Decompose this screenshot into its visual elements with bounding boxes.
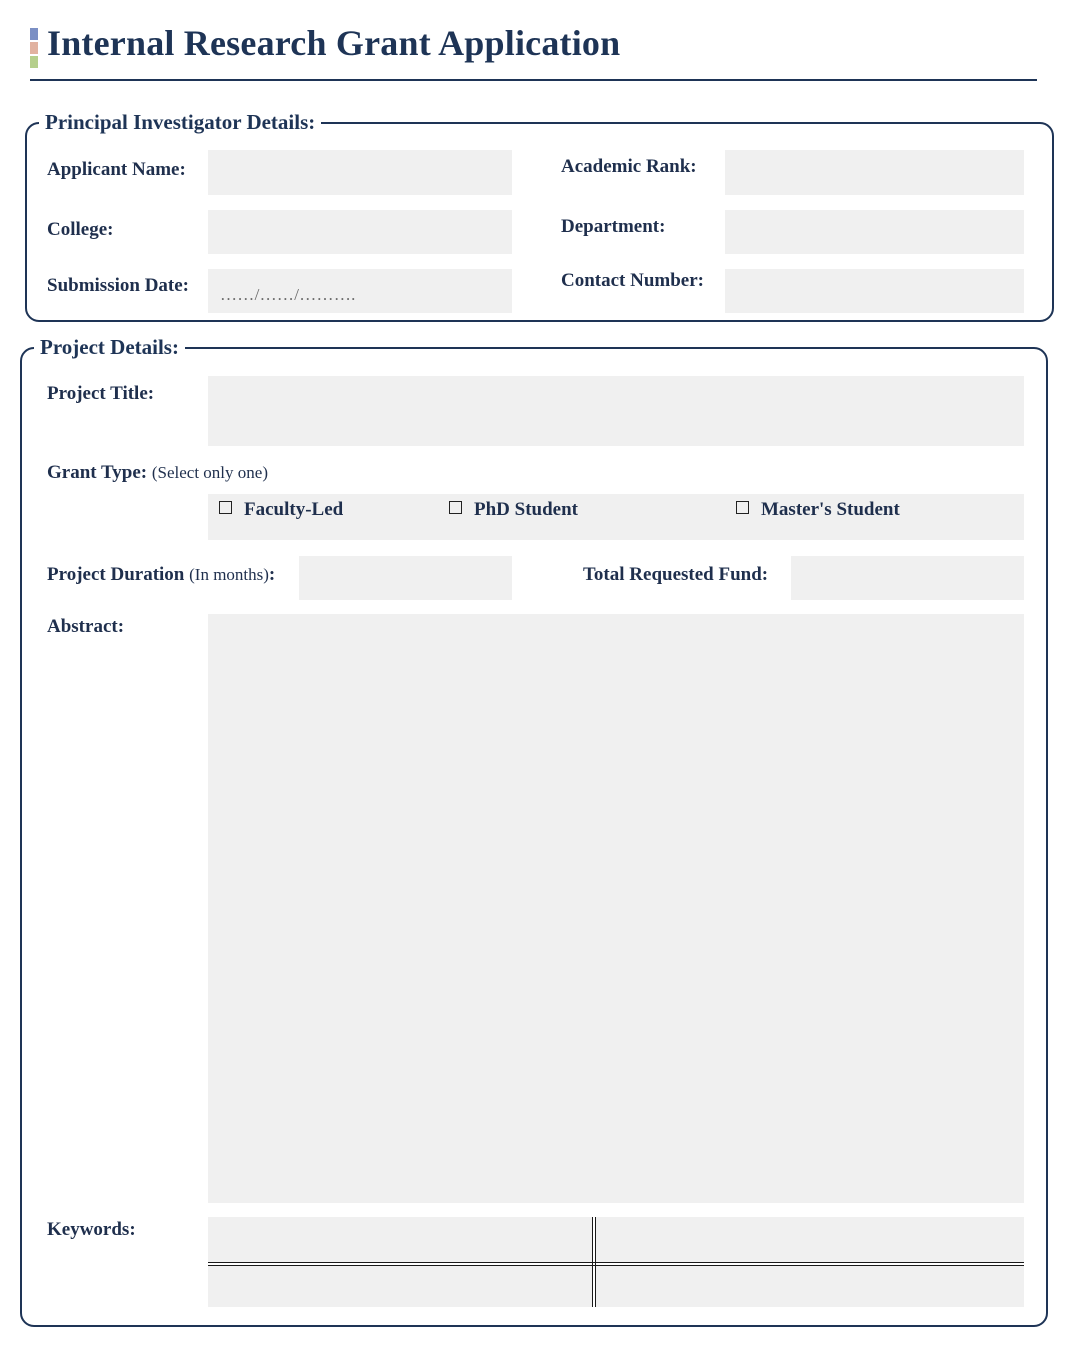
project-title-field[interactable] (208, 376, 1024, 446)
page-title: Internal Research Grant Application (47, 23, 621, 63)
keyword-field-1[interactable] (208, 1217, 593, 1262)
abstract-field[interactable] (208, 614, 1024, 1203)
project-title-label: Project Title: (47, 383, 155, 404)
keywords-divider-h1 (208, 1262, 1024, 1263)
college-field[interactable] (208, 210, 512, 254)
title-accent-green (30, 56, 38, 68)
title-divider (30, 79, 1037, 81)
submission-date-field[interactable]: ……/……/………. (208, 269, 512, 313)
grant-option-label: Faculty-Led (244, 499, 344, 520)
pi-details-legend: Principal Investigator Details: (45, 110, 316, 134)
keyword-field-3[interactable] (208, 1265, 593, 1307)
keywords-label: Keywords: (47, 1219, 136, 1240)
grant-type-note: (Select only one) (151, 463, 268, 482)
total-requested-fund-label: Total Requested Fund: (583, 564, 769, 585)
grant-type-label (47, 462, 268, 484)
grant-option-phd-student[interactable] (449, 499, 578, 521)
contact-number-label: Contact Number: (561, 270, 705, 291)
applicant-name-label: Applicant Name: (47, 159, 186, 180)
title-accent-peach (30, 42, 38, 54)
grant-option-faculty-led[interactable] (219, 499, 343, 521)
grant-option-label: PhD Student (474, 499, 578, 520)
grant-option-masters-student[interactable] (736, 499, 900, 521)
contact-number-field[interactable] (725, 269, 1024, 313)
keywords-divider-h2 (208, 1265, 1024, 1266)
total-requested-fund-field[interactable] (791, 556, 1024, 600)
keywords-divider-v1 (592, 1217, 593, 1307)
keyword-field-2[interactable] (596, 1217, 1024, 1262)
department-field[interactable] (725, 210, 1024, 254)
academic-rank-field[interactable] (725, 150, 1024, 195)
project-duration-label-text: Project Duration (47, 564, 185, 585)
keyword-field-4[interactable] (596, 1265, 1024, 1307)
project-duration-colon: : (268, 564, 276, 585)
applicant-name-field[interactable] (208, 150, 512, 195)
project-duration-field[interactable] (299, 556, 512, 600)
project-details-legend: Project Details: (40, 335, 179, 359)
abstract-label: Abstract: (47, 616, 125, 637)
project-duration-note: (In months) (189, 565, 269, 584)
project-duration-label (47, 564, 275, 586)
department-label: Department: (561, 216, 666, 237)
grant-type-label-text: Grant Type: (47, 462, 148, 483)
grant-option-label: Master's Student (761, 499, 900, 520)
keywords-divider-v2 (595, 1217, 596, 1307)
academic-rank-label: Academic Rank: (561, 156, 697, 177)
college-label: College: (47, 219, 114, 240)
checkbox-icon[interactable] (449, 501, 462, 514)
checkbox-icon[interactable] (219, 501, 232, 514)
title-accent-blue (30, 28, 38, 40)
checkbox-icon[interactable] (736, 501, 749, 514)
submission-date-label: Submission Date: (47, 275, 189, 296)
